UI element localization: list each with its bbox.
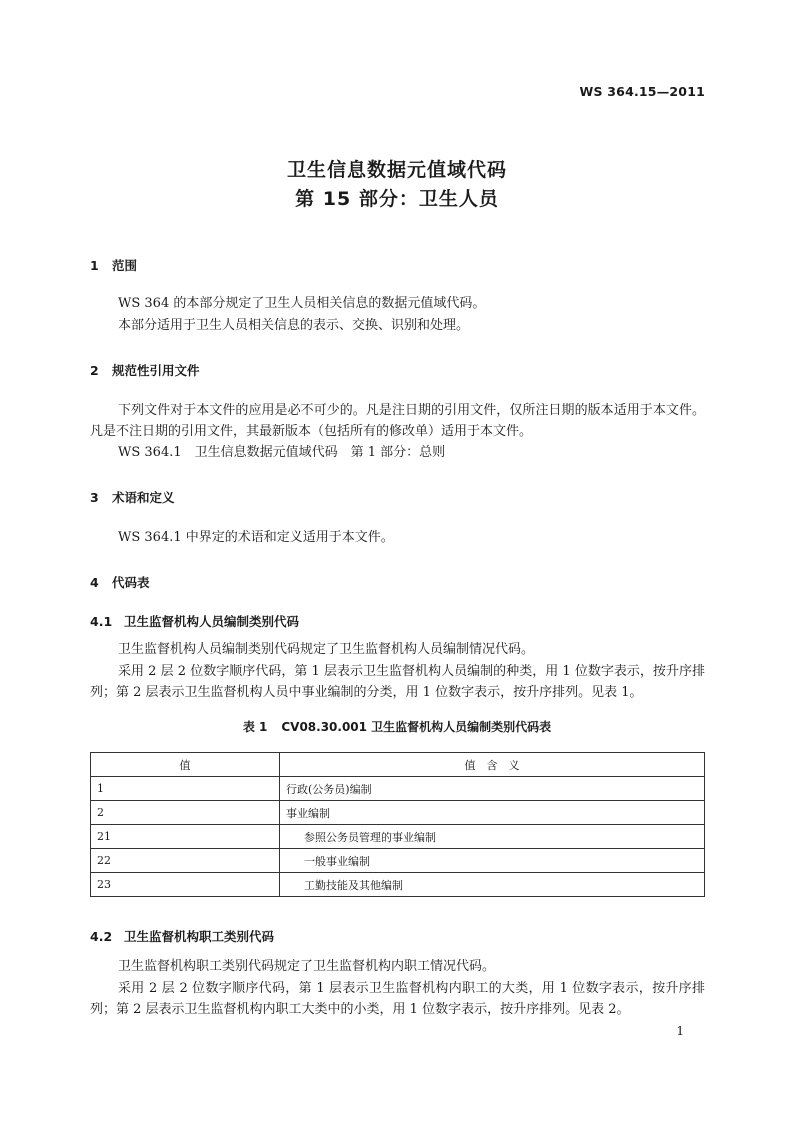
code-value: 1 xyxy=(91,777,280,801)
section-number: 3 xyxy=(90,490,99,505)
code-meaning: 一般事业编制 xyxy=(280,849,705,873)
table-1-caption xyxy=(0,718,794,735)
section-2-paragraph-1: 下列文件对于本文件的应用是必不可少的。凡是注日期的引用文件，仅所注日期的版本适用于本文件。凡是不注日期的引用文件，其最新版本（包括所有的修改单）适用于本文件。 xyxy=(90,403,705,439)
table-header-row xyxy=(91,753,705,777)
document-title: 卫生信息数据元值域代码 xyxy=(286,159,507,181)
section-4-2-heading xyxy=(90,927,274,945)
table-row xyxy=(91,777,705,801)
table-row xyxy=(91,801,705,825)
section-number: 2 xyxy=(90,363,99,378)
table-row xyxy=(91,849,705,873)
section-4-1-heading xyxy=(90,612,299,630)
code-value: 23 xyxy=(91,873,280,897)
section-4-1-paragraph-2: 采用 2 层 2 位数字顺序代码，第 1 层表示卫生监督机构人员编制的种类，用 1 位数字表示，按升序排列；第 2 层表示卫生监督机构人员中事业编制的分类，用 1 位数字表示，按升序排列。见表 1。 xyxy=(90,664,705,700)
code-meaning: 参照公务员管理的事业编制 xyxy=(280,825,705,849)
section-title: 卫生监督机构人员编制类别代码 xyxy=(124,614,300,629)
section-4-2-paragraph-1: 卫生监督机构职工类别代码规定了卫生监督机构内职工情况代码。 xyxy=(118,959,496,974)
section-4-heading xyxy=(90,573,150,591)
standard-code: WS 364.15—2011 xyxy=(579,84,705,99)
code-meaning: 事业编制 xyxy=(280,801,705,825)
table-title: CV08.30.001 卫生监督机构人员编制类别代码表 xyxy=(281,720,552,734)
table-label: 表 1 xyxy=(242,720,268,734)
section-title: 代码表 xyxy=(112,575,150,590)
code-value: 22 xyxy=(91,849,280,873)
section-1-paragraph-1: WS 364 的本部分规定了卫生人员相关信息的数据元值域代码。 xyxy=(118,296,486,311)
table-row xyxy=(91,873,705,897)
section-2-reference: WS 364.1 卫生信息数据元值域代码 第 1 部分：总则 xyxy=(118,445,446,460)
code-meaning: 工勤技能及其他编制 xyxy=(280,873,705,897)
section-3-heading xyxy=(90,488,175,506)
section-2-heading xyxy=(90,361,200,379)
section-title: 术语和定义 xyxy=(112,490,175,505)
section-3-paragraph-1: WS 364.1 中界定的术语和定义适用于本文件。 xyxy=(118,530,394,545)
header-value: 值 xyxy=(91,753,280,777)
header-meaning: 值 含 义 xyxy=(280,753,705,777)
section-title: 范围 xyxy=(112,258,138,273)
code-meaning: 行政(公务员)编制 xyxy=(280,777,705,801)
section-number: 4.1 xyxy=(90,614,113,629)
section-title: 规范性引用文件 xyxy=(112,363,200,378)
section-number: 4.2 xyxy=(90,929,113,944)
section-number: 1 xyxy=(90,258,99,273)
page-number: 1 xyxy=(676,1024,684,1038)
section-4-2-paragraph-2: 采用 2 层 2 位数字顺序代码，第 1 层表示卫生监督机构内职工的大类，用 1 位数字表示，按升序排列；第 2 层表示卫生监督机构内职工大类中的小类，用 1 位数字表示，按升序排列。见表 2。 xyxy=(90,981,705,1017)
section-title: 卫生监督机构职工类别代码 xyxy=(124,929,275,944)
section-4-1-paragraph-1: 卫生监督机构人员编制类别代码规定了卫生监督机构人员编制情况代码。 xyxy=(118,642,535,657)
section-number: 4 xyxy=(90,575,99,590)
section-1-paragraph-2: 本部分适用于卫生人员相关信息的表示、交换、识别和处理。 xyxy=(118,318,470,333)
code-table xyxy=(90,752,705,897)
code-value: 21 xyxy=(91,825,280,849)
section-1-heading xyxy=(90,256,137,274)
document-subtitle: 第 15 部分：卫生人员 xyxy=(295,188,499,210)
code-value: 2 xyxy=(91,801,280,825)
table-row xyxy=(91,825,705,849)
